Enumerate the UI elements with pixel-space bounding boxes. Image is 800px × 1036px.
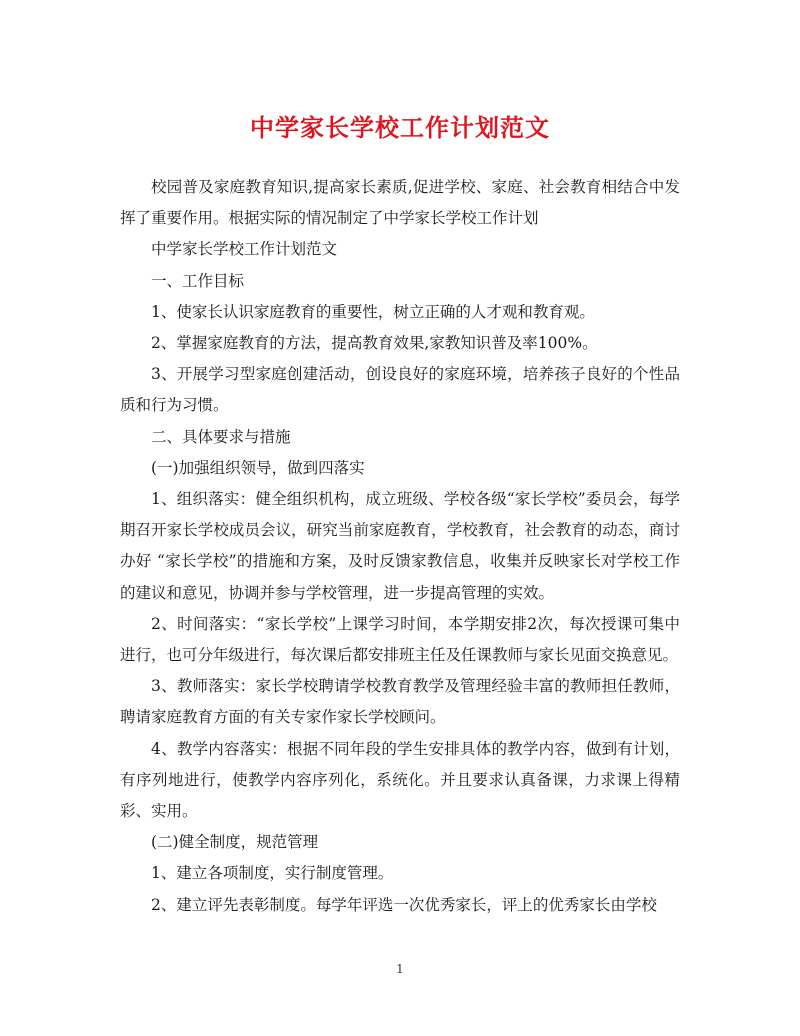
section-heading-goals: 一、工作目标 — [151, 271, 245, 290]
paragraph-intro: 校园普及家庭教育知识,提高家长素质,促进学校、家庭、社会教育相结合中发挥了重要作用。根据实际的情况制定了中学家长学校工作计划 — [120, 178, 680, 228]
system-item-1: 1、建立各项制度，实行制度管理。 — [151, 864, 394, 883]
measure-item-time: 2、时间落实：“家长学校”上课学习时间，本学期安排2次，每次授课可集中进行，也可分年级进行，每次课后都安排班主任及任课教师与家长见面交换意见。 — [120, 614, 680, 665]
document-body — [120, 172, 680, 921]
subsection-heading-leadership: (一)加强组织领导，做到四落实 — [151, 458, 365, 477]
subsection-heading-system: (二)健全制度，规范管理 — [151, 833, 319, 852]
goal-item-2: 2、掌握家庭教育的方法，提高教育效果,家教知识普及率100%。 — [151, 334, 598, 353]
paragraph-subtitle: 中学家长学校工作计划范文 — [151, 240, 338, 259]
document-title: 中学家长学校工作计划范文 — [250, 113, 550, 142]
measure-item-teachers: 3、教师落实：家长学校聘请学校教育教学及管理经验丰富的教师担任教师，聘请家庭教育方面的有关专家作家长学校顾问。 — [120, 677, 680, 727]
page-number: 1 — [396, 962, 404, 976]
goal-item-3: 3、开展学习型家庭创建活动，创设良好的家庭环境，培养孩子良好的个性品质和行为习惯。 — [120, 365, 680, 415]
goal-item-1: 1、使家长认识家庭教育的重要性，树立正确的人才观和教育观。 — [151, 302, 595, 321]
measure-item-content: 4、教学内容落实：根据不同年段的学生安排具体的教学内容，做到有计划，有序列地进行，使教学内容序列化，系统化。并且要求认真备课，力求课上得精彩、实用。 — [120, 739, 680, 821]
system-item-2: 2、建立评先表彰制度。每学年评选一次优秀家长，评上的优秀家长由学校 — [151, 895, 657, 914]
measure-item-organization: 1、组织落实：健全组织机构，成立班级、学校各级“家长学校”委员会，每学期召开家长学校成员会议，研究当前家庭教育，学校教育，社会教育的动态，商讨办好 “家长学校”的措施和方案，及时反馈家教信息，收集并反映家长对学校工作的建议和意见，协调并参与学校管理，进一步提高管理的实效。 — [120, 490, 680, 602]
section-heading-measures: 二、具体要求与措施 — [151, 427, 291, 446]
